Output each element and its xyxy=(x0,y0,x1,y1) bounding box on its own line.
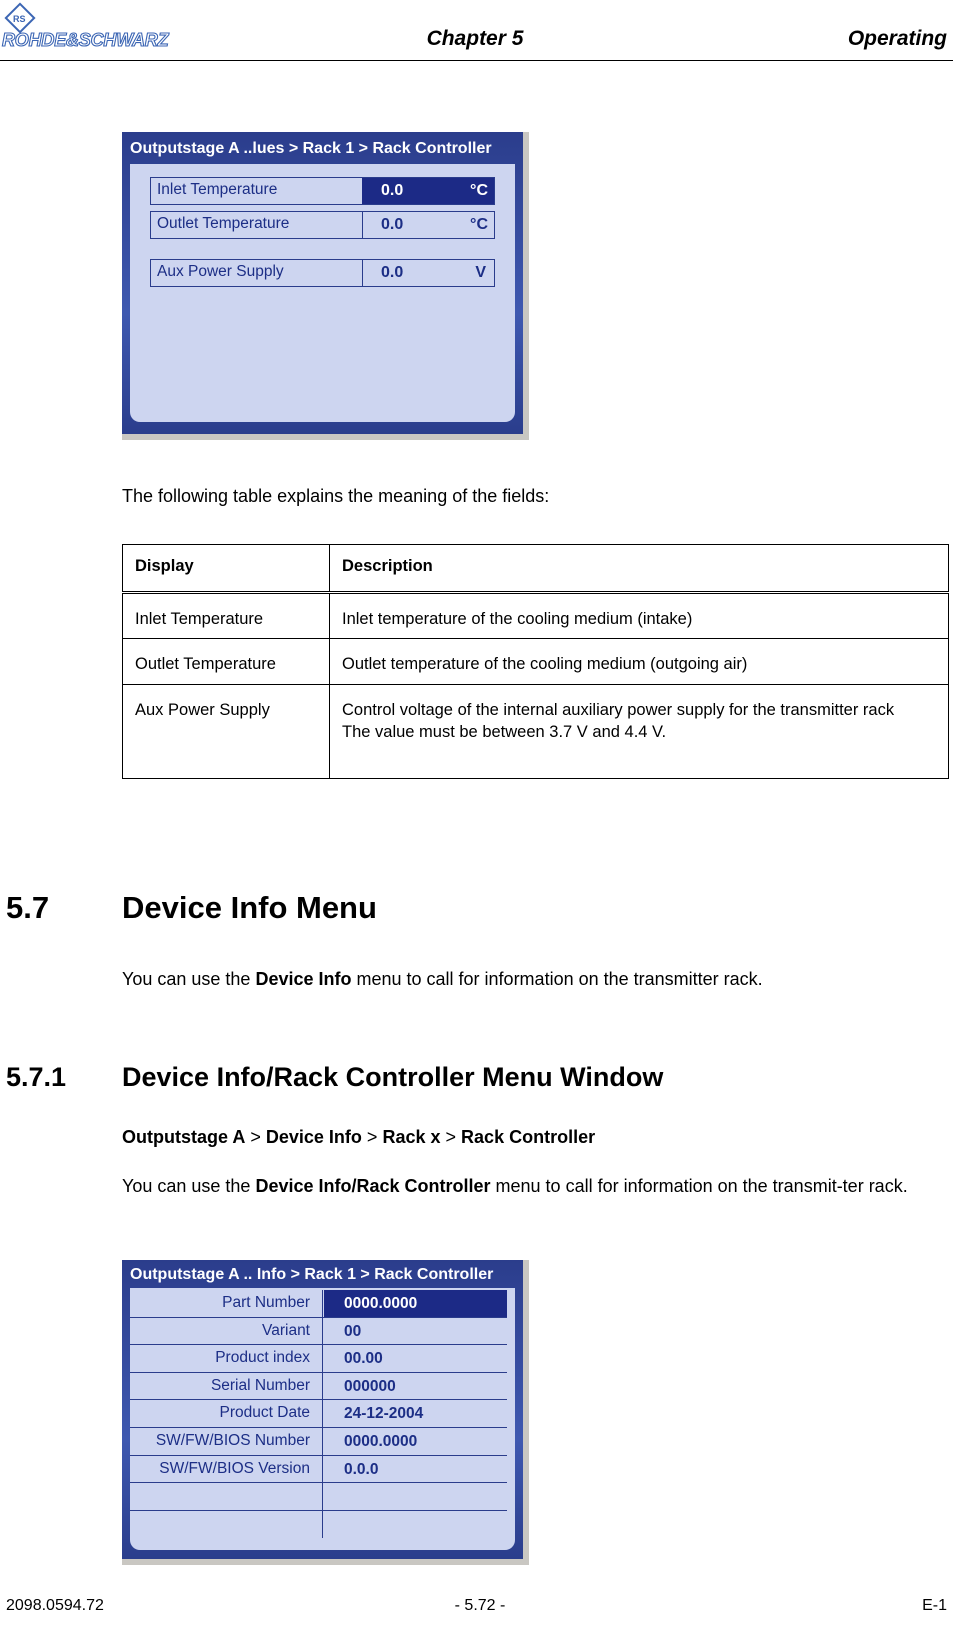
aux-power-supply-field[interactable] xyxy=(150,259,495,287)
subsection-heading: Device Info/Rack Controller Menu Window xyxy=(122,1062,664,1092)
info-value: 0.0.0 xyxy=(344,1460,379,1478)
info-label: Part Number xyxy=(130,1290,323,1317)
emphasis: Device Info xyxy=(255,969,352,989)
field-label: Aux Power Supply xyxy=(157,263,284,280)
menu-path xyxy=(122,1125,595,1149)
table-row xyxy=(123,685,949,779)
window-title: Outputstage A .. Info > Rack 1 > Rack Controller xyxy=(130,1266,494,1283)
info-row-variant[interactable] xyxy=(130,1318,507,1346)
description-cell: Inlet temperature of the cooling medium (intake) xyxy=(330,593,949,639)
info-label: Variant xyxy=(130,1318,323,1345)
info-row-serial-number[interactable] xyxy=(130,1373,507,1401)
field-value: 0.0 xyxy=(381,182,404,199)
table-intro: The following table explains the meaning of the fields: xyxy=(122,486,550,506)
display-cell: Outlet Temperature xyxy=(123,639,330,685)
description-note: The value must be between 3.7 V and 4.4 V. xyxy=(342,723,667,741)
info-value xyxy=(324,1511,507,1539)
table-row xyxy=(123,593,949,639)
fields-description-table xyxy=(122,544,949,779)
emphasis: Device Info/Rack Controller xyxy=(255,1176,491,1196)
info-value xyxy=(324,1483,507,1510)
section-heading: Device Info Menu xyxy=(122,890,377,925)
display-cell: Aux Power Supply xyxy=(123,685,330,779)
header-rule xyxy=(0,60,953,61)
field-label: Inlet Temperature xyxy=(157,181,278,198)
field-label: Outlet Temperature xyxy=(157,215,290,232)
info-row-empty[interactable] xyxy=(130,1483,507,1511)
text: You can use the xyxy=(122,1176,256,1196)
section-number: 5.7 xyxy=(6,890,50,925)
info-label: Product Date xyxy=(130,1400,323,1427)
outlet-temperature-field[interactable] xyxy=(150,211,495,239)
field-unit: °C xyxy=(470,216,488,233)
value-divider xyxy=(362,212,363,238)
path-item: Rack x xyxy=(382,1127,441,1147)
info-label: SW/FW/BIOS Number xyxy=(130,1428,323,1455)
info-value: 24-12-2004 xyxy=(344,1405,424,1423)
rack-controller-info-window xyxy=(122,1260,529,1565)
info-value: 0000.0000 xyxy=(344,1432,418,1450)
info-row-sw-fw-bios-version[interactable] xyxy=(130,1456,507,1484)
description-cell xyxy=(330,685,949,779)
info-label xyxy=(130,1511,323,1539)
edition: E-1 xyxy=(922,1597,947,1614)
info-label: Serial Number xyxy=(130,1373,323,1400)
path-separator: > xyxy=(366,1127,378,1147)
field-value: 0.0 xyxy=(381,216,404,233)
path-item: Rack Controller xyxy=(461,1127,596,1147)
description-line: Control voltage of the internal auxiliary power supply for the transmitter rack xyxy=(342,701,895,719)
header-description: Description xyxy=(330,545,949,593)
info-value: 0000.0000 xyxy=(324,1290,507,1317)
path-item: Outputstage A xyxy=(122,1127,246,1147)
field-unit: V xyxy=(475,264,486,281)
chapter-title: Chapter 5 xyxy=(426,27,524,50)
field-unit: °C xyxy=(470,182,488,199)
path-separator: > xyxy=(250,1127,261,1147)
info-value: 000000 xyxy=(344,1377,396,1395)
info-label: Product index xyxy=(130,1345,323,1372)
inlet-temperature-field[interactable] xyxy=(150,177,495,205)
section-title: Operating xyxy=(847,27,947,50)
info-label: SW/FW/BIOS Version xyxy=(130,1456,323,1483)
brand-wordmark: ROHDE&SCHWARZ xyxy=(2,30,169,50)
info-value: 00.00 xyxy=(344,1350,383,1368)
field-value: 0.0 xyxy=(381,264,404,281)
table-row xyxy=(123,639,949,685)
info-value: 00 xyxy=(344,1322,362,1340)
doc-number: 2098.0594.72 xyxy=(6,1597,104,1614)
info-label xyxy=(130,1483,323,1510)
header-display: Display xyxy=(123,545,330,593)
text: menu to call for information on the transmit-ter rack. xyxy=(490,1176,908,1196)
section-paragraph xyxy=(122,967,942,991)
text: You can use the xyxy=(122,969,256,989)
table-header-row xyxy=(123,545,949,593)
info-grid xyxy=(130,1290,507,1538)
rack-controller-values-window xyxy=(122,132,529,440)
subsection-paragraph xyxy=(122,1174,944,1198)
info-row-sw-fw-bios-number[interactable] xyxy=(130,1428,507,1456)
info-row-part-number[interactable] xyxy=(130,1290,507,1318)
window-body xyxy=(130,164,515,422)
display-cell: Inlet Temperature xyxy=(123,593,330,639)
path-item: Device Info xyxy=(265,1127,362,1147)
description-cell: Outlet temperature of the cooling medium (outgoing air) xyxy=(330,639,949,685)
path-separator: > xyxy=(445,1127,457,1147)
text: menu to call for information on the transmitter rack. xyxy=(351,969,763,989)
window-title: Outputstage A ..lues > Rack 1 > Rack Controller xyxy=(130,140,492,157)
value-divider xyxy=(362,260,363,286)
page-number: - 5.72 - xyxy=(454,1597,506,1614)
info-row-product-date[interactable] xyxy=(130,1400,507,1428)
info-row-empty[interactable] xyxy=(130,1511,507,1539)
info-row-product-index[interactable] xyxy=(130,1345,507,1373)
svg-text:RS: RS xyxy=(13,14,26,24)
subsection-number: 5.7.1 xyxy=(6,1062,67,1092)
